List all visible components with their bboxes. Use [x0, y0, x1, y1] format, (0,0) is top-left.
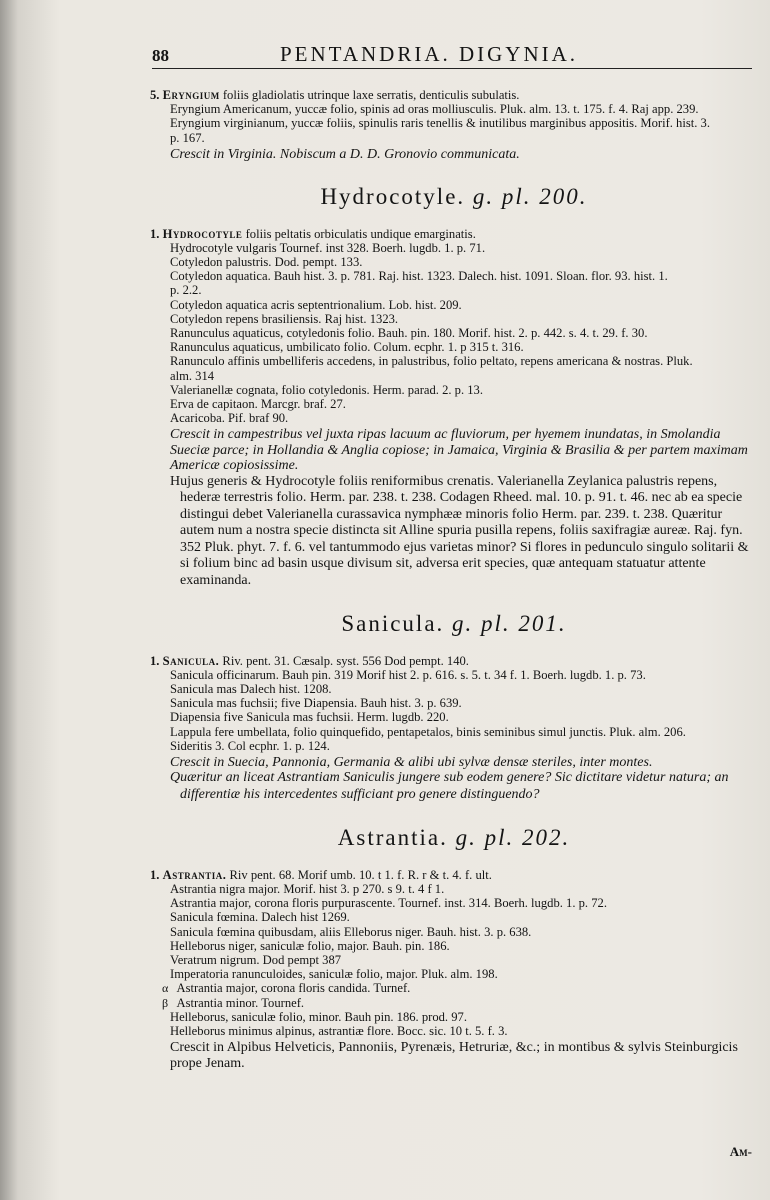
species-diagnosis: foliis peltatis orbiculatis undique emarginatis.: [245, 226, 476, 241]
synonym: Hydrocotyle vulgaris Tournef. inst 328. Boerh. lugdb. 1. p. 71.: [170, 240, 486, 255]
synonym: p. 167.: [170, 130, 205, 145]
species-diagnosis: Riv. pent. 31. Cæsalp. syst. 556 Dod pempt. 140.: [222, 653, 469, 668]
species-heading: [150, 868, 758, 882]
genus-title-sanicula: [150, 611, 758, 637]
species-lead: Hydrocotyle: [162, 226, 243, 241]
catchword: Am-: [729, 1144, 752, 1159]
habitat-note: Crescit in Alpibus Helveticis, Pannoniis, Pyrenæis, Hetruriæ, &c.; in montibus & sylvis Steinburgicis prope Jenam.: [170, 1040, 738, 1071]
variety-text: Astrantia major, corona floris candida. Turnef.: [176, 981, 411, 996]
sanicula-entry: [150, 654, 758, 804]
genus-ref: g. pl. 202.: [455, 825, 571, 851]
species-lead: Sanicula.: [162, 653, 220, 668]
synonym: Helleborus, saniculæ folio, minor. Bauh pin. 186. prod. 97.: [170, 1009, 467, 1024]
synonym: Cotyledon palustris. Dod. pempt. 133.: [170, 254, 363, 269]
synonym: Sanicula mas Dalech hist. 1208.: [170, 681, 332, 696]
synonym: p. 2.2.: [170, 283, 202, 298]
discussion-note: Hujus generis & Hydrocotyle foliis reniformibus crenatis. Valerianella Zeylanica palustris repens, hederæ terrestris folio. Herm. par. 238. t. 238. Codagen Rheed. mal. 10. p. 91. t. 46. nec ab ea specie distingui debet Valerianella curassavica nymphææ minoris folio Herm. par. 239. t. 238. Quæritur autem num a nostra specie distincta sit Alline spuria pusilla repens, foliis saxifragiæ aureæ. Raj. fyn. 352 Pluk. phyt. 7. f. 6. vel tantummodo ejus varietas minor? Si flores in pedunculo singulo solitarii & si folium binc ad basin usque divisum sit, adversa erit species, quæ antequam statuatur attente examinanda.: [170, 473, 749, 588]
species-number: 5.: [150, 88, 160, 102]
synonym: Sanicula fœmina quibusdam, aliis Elleborus niger. Bauh. hist. 3. p. 638.: [170, 924, 532, 939]
variety-alpha: [150, 981, 758, 995]
page-number: 88: [152, 46, 169, 65]
species-number: 1.: [150, 653, 160, 668]
running-title: PENTANDRIA. DIGYNIA.: [280, 42, 579, 66]
variety-symbol: α: [162, 981, 169, 996]
genus-title-hydrocotyle: [150, 184, 758, 210]
species-number: 1.: [150, 867, 160, 882]
variety-text: Astrantia minor. Tournef.: [176, 995, 305, 1010]
eryngium-entry: [150, 88, 758, 162]
synonym: Valerianellæ cognata, folio cotyledonis. Herm. parad. 2. p. 13.: [170, 382, 484, 397]
synonym: Cotyledon aquatica acris septentrionalium. Lob. hist. 209.: [170, 297, 462, 312]
species-heading: [150, 88, 758, 102]
variety-beta: [150, 996, 758, 1010]
synonym: Astrantia major, corona floris purpurascente. Tournef. inst. 314. Boerh. lugdb. 1. p. 72.: [170, 896, 607, 911]
synonym: Lappula fere umbellata, folio quinquefido, pentapetalos, binis seminibus simul junctis. Pluk. alm. 206.: [170, 724, 686, 739]
synonym: Cotyledon aquatica. Bauh hist. 3. p. 781. Raj. hist. 1323. Dalech. hist. 1091. Sloan. flor. 93. hist. 1.: [170, 269, 668, 284]
species-heading: [150, 227, 758, 241]
synonym: Sanicula fœmina. Dalech hist 1269.: [170, 910, 350, 925]
habitat-note: Crescit in campestribus vel juxta ripas lacuum ac fluviorum, per hyemem inundatas, in Smolandia Sueciæ parce; in Hollandia & Anglia copiose; in Jamaica, Virginia & Brasilia & per partem maximam Americæ copiosissime.: [170, 427, 748, 474]
astrantia-entry: [150, 868, 758, 1071]
synonym: Eryngium virginianum, yuccæ foliis, spinulis raris tenellis & inutilibus marginibus appositis. Morif. hist. 3.: [170, 116, 710, 131]
synonym: Sanicula officinarum. Bauh pin. 319 Morif hist 2. p. 616. s. 5. t. 34 f. 1. Boerh. lugdb. 1. p. 73.: [170, 667, 646, 682]
species-lead: Astrantia.: [162, 867, 227, 882]
habitat-note: Crescit in Suecia, Pannonia, Germania & alibi ubi sylvæ densæ steriles, inter montes.: [170, 754, 653, 770]
synonym: Acaricoba. Pif. braf 90.: [170, 411, 289, 426]
synonym: Veratrum nigrum. Dod pempt 387: [170, 952, 342, 967]
species-number: 1.: [150, 226, 160, 241]
synonym: Helleborus minimus alpinus, astrantiæ flore. Bocc. sic. 10 t. 5. f. 3.: [170, 1023, 508, 1038]
genus-title-astrantia: [150, 825, 758, 851]
species-diagnosis: Riv pent. 68. Morif umb. 10. t 1. f. R. r & t. 4. f. ult.: [229, 867, 492, 882]
habitat-note: Crescit in Virginia. Nobiscum a D. D. Gronovio communicata.: [170, 146, 520, 162]
synonym: Sideritis 3. Col ecphr. 1. p. 124.: [170, 738, 330, 753]
discussion-note: Quæritur an liceat Astrantiam Saniculis jungere sub eodem genere? Sic dictitare videtur natura; an differentiæ his intercedentes sufficiant pro genere distinguendo?: [170, 770, 729, 802]
species-heading: [150, 654, 758, 668]
synonym: Imperatoria ranunculoides, saniculæ folio, major. Pluk. alm. 198.: [170, 967, 498, 982]
synonym: alm. 314: [170, 368, 215, 383]
synonym: Astrantia nigra major. Morif. hist 3. p 270. s 9. t. 4 f 1.: [170, 881, 445, 896]
genus-ref: g. pl. 201.: [452, 611, 567, 637]
page-content: [150, 88, 758, 1072]
synonym: Erva de capitaon. Marcgr. braf. 27.: [170, 396, 346, 411]
genus-name: Sanicula.: [341, 611, 445, 637]
hydrocotyle-entry: [150, 227, 758, 590]
page-header: [150, 38, 750, 68]
synonym: Eryngium Americanum, yuccæ folio, spinis ad oras molliusculis. Pluk. alm. 13. t. 175. f. 4. Raj app. 239.: [170, 102, 699, 117]
synonym: Sanicula mas fuchsii; five Diapensia. Bauh hist. 3. p. 639.: [170, 696, 462, 711]
species-lead: Eryngium: [162, 88, 220, 102]
synonym: Ranunculo affinis umbelliferis accedens, in palustribus, folio peltato, repens americana & nostras. Pluk.: [170, 354, 693, 369]
variety-symbol: β: [162, 995, 169, 1010]
genus-ref: g. pl. 200.: [472, 184, 588, 210]
synonym: Ranunculus aquaticus, cotyledonis folio. Bauh. pin. 180. Morif. hist. 2. p. 442. s. 4. t. 29. f. 30.: [170, 325, 648, 340]
species-diagnosis: foliis gladiolatis utrinque laxe serratis, denticulis subulatis.: [222, 88, 520, 102]
genus-name: Hydrocotyle.: [320, 184, 466, 210]
header-rule: [152, 68, 752, 69]
synonym: Cotyledon repens brasiliensis. Raj hist. 1323.: [170, 311, 399, 326]
genus-name: Astrantia.: [337, 825, 448, 851]
synonym: Helleborus niger, saniculæ folio, major. Bauh. pin. 186.: [170, 938, 450, 953]
synonym: Ranunculus aquaticus, umbilicato folio. Colum. ecphr. 1. p 315 t. 316.: [170, 340, 524, 355]
synonym: Diapensia five Sanicula mas fuchsii. Herm. lugdb. 220.: [170, 710, 449, 725]
